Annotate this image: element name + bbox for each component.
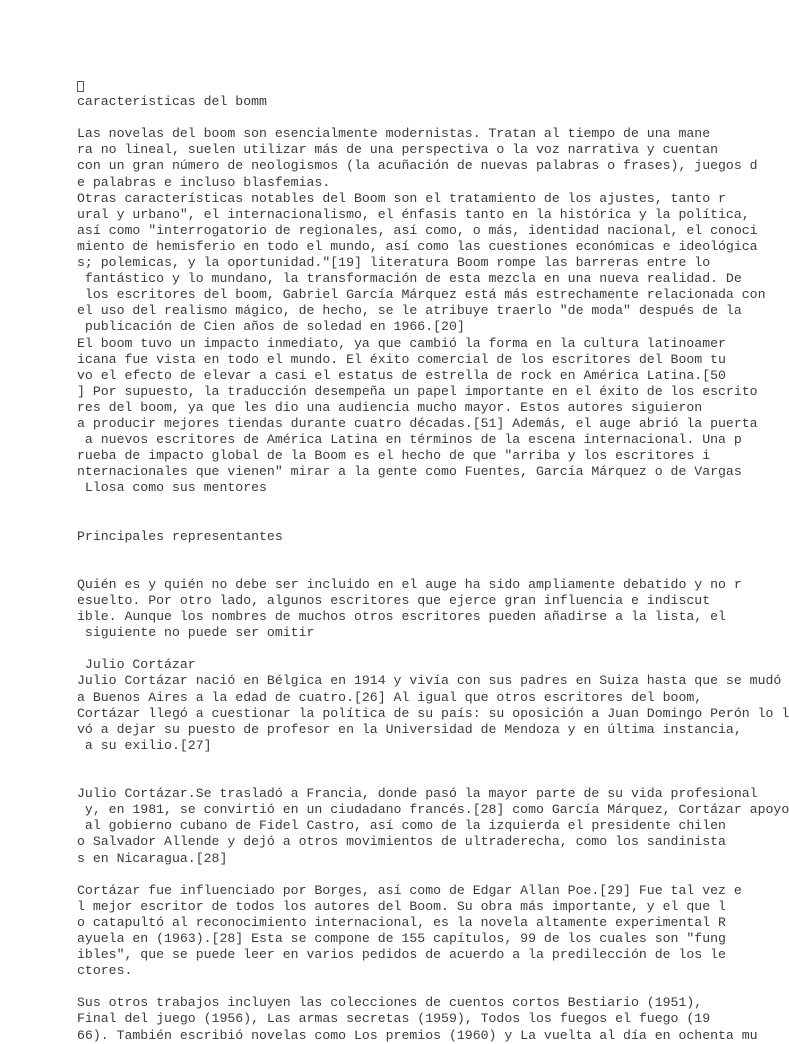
text-line: al gobierno cubano de Fidel Castro, así como de la izquierda el presidente chilen [77, 818, 726, 834]
text-line: ] Por supuesto, la traducción desempeña un papel importante en el éxito de los escrito [77, 383, 758, 399]
text-line: ctores. [77, 963, 133, 979]
text-line: a Buenos Aires a la edad de cuatro.[26] Al igual que otros escritores del boom, [77, 689, 703, 705]
blank-line [77, 545, 767, 561]
text-line: o catapultó al reconocimiento internacional, es la novela altamente experimental R [77, 914, 726, 930]
text-line: El boom tuvo un impacto inmediato, ya que cambió la forma en la cultura latinoamer [77, 335, 726, 351]
text-line: vó a dejar su puesto de profesor en la Universidad de Mendoza y en última instancia, [77, 721, 742, 737]
text-line: res del boom, ya que les dio una audiencia mucho mayor. Estos autores siguieron [77, 399, 703, 415]
text-line: Julio Cortázar.Se trasladó a Francia, donde pasó la mayor parte de su vida profesional [77, 786, 758, 802]
text-line: a su exilio.[27] [77, 737, 212, 753]
text-line: 66). También escribió novelas como Los premios (1960) y La vuelta al día en ochenta mu [77, 1027, 758, 1043]
text-line: l mejor escritor de todos los autores del Boom. Su obra más importante, y el que l [77, 898, 726, 914]
text-line: ible. Aunque los nombres de muchos otros escritores pueden añadirse a la lista, el [77, 609, 726, 625]
text-line: así como "interrogatorio de regionales, así como, o más, identidad nacional, el conoci [77, 222, 758, 238]
blank-line [77, 110, 767, 126]
text-line: Las novelas del boom son esencialmente modernistas. Tratan al tiempo de una mane [77, 126, 711, 142]
blank-line [77, 496, 767, 512]
text-line: siguiente no puede ser omitir [77, 625, 315, 641]
document-body [77, 78, 789, 1044]
text-line: Quién es y quién no debe ser incluido en el auge ha sido ampliamente debatido y no r [77, 576, 742, 592]
text-line: Cortázar fue influenciado por Borges, así como de Edgar Allan Poe.[29] Fue tal vez e [77, 882, 742, 898]
blank-line [77, 979, 767, 995]
text-line: miento de hemisferio en todo el mundo, así como las cuestiones económicas e ideológica [77, 238, 758, 254]
text-line: los escritores del boom, Gabriel García Márquez está más estrechamente relacionada con [77, 287, 766, 303]
text-line: e palabras e incluso blasfemias. [77, 174, 331, 190]
blank-line [77, 770, 767, 786]
unknown-glyph-line [77, 78, 767, 94]
text-line: Julio Cortázar [77, 657, 196, 673]
text-line: nternacionales que vienen" mirar a la gente como Fuentes, García Márquez o de Vargas [77, 464, 742, 480]
text-line: con un gran número de neologismos (la acuñación de nuevas palabras o frases), juegos d [77, 158, 758, 174]
text-line: fantástico y lo mundano, la transformación de esta mezcla en una nueva realidad. De [77, 271, 742, 287]
text-line: Sus otros trabajos incluyen las colecciones de cuentos cortos Bestiario (1951), [77, 995, 703, 1011]
text-line: s en Nicaragua.[28] [77, 850, 228, 866]
text-line: vo el efecto de elevar a casi el estatus de estrella de rock en América Latina.[50 [77, 367, 726, 383]
text-line: ibles", que se puede leer en varios pedidos de acuerdo a la predilección de los le [77, 947, 726, 963]
text-line: ra no lineal, suelen utilizar más de una perspectiva o la voz narrativa y cuentan [77, 142, 719, 158]
text-line: Cortázar llegó a cuestionar la política de su país: su oposición a Juan Domingo Perón lo l [77, 705, 789, 721]
text-line: icana fue vista en todo el mundo. El éxito comercial de los escritores del Boom tu [77, 351, 726, 367]
text-line: esuelto. Por otro lado, algunos escritores que ejerce gran influencia e indiscut [77, 593, 711, 608]
text-line: a nuevos escritores de América Latina en términos de la escena internacional. Una p [77, 432, 742, 448]
text-line: ural y urbano", el internacionalismo, el énfasis tanto en la histórica y la política, [77, 206, 750, 222]
blank-line [77, 641, 767, 657]
text-line: Julio Cortázar nació en Bélgica en 1914 y vivía con sus padres en Suiza hasta que se mudó [77, 673, 782, 689]
text-lines [77, 126, 789, 1043]
text-line: o Salvador Allende y dejó a otros movimientos de ultraderecha, como los sandinista [77, 834, 726, 850]
text-line: rueba de impacto global de la Boom es el hecho de que "arriba y los escritores i [77, 448, 711, 464]
missing-glyph-icon [77, 81, 84, 92]
text-line: Otras características notables del Boom son el tratamiento de los ajustes, tanto r [77, 190, 726, 206]
text-line: Principales representantes [77, 528, 283, 544]
text-line: a producir mejores tiendas durante cuatro décadas.[51] Además, el auge abrió la puerta [77, 415, 758, 431]
blank-line [77, 867, 767, 883]
blank-line [77, 513, 767, 529]
text-line: ayuela en (1963).[28] Esta se compone de 155 capítulos, 99 de los cuales son "fung [77, 930, 726, 946]
blank-line [77, 754, 767, 770]
text-line: y, en 1981, se convirtió en un ciudadano francés.[28] como García Márquez, Cortázar apoyo [77, 802, 789, 818]
text-line: publicación de Cien años de soledad en 1966.[20] [77, 319, 465, 335]
text-line: s; polemicas, y la oportunidad."[19] literatura Boom rompe las barreras entre lo [77, 255, 711, 271]
text-line: el uso del realismo mágico, de hecho, se le atribuye traerlo "de moda" después de la [77, 303, 742, 319]
blank-line [77, 561, 767, 577]
document-title: caracteristicas del bomm [77, 94, 267, 110]
text-line: Final del juego (1956), Las armas secretas (1959), Todos los fuegos el fuego (19 [77, 1011, 711, 1027]
text-line: Llosa como sus mentores [77, 480, 267, 496]
